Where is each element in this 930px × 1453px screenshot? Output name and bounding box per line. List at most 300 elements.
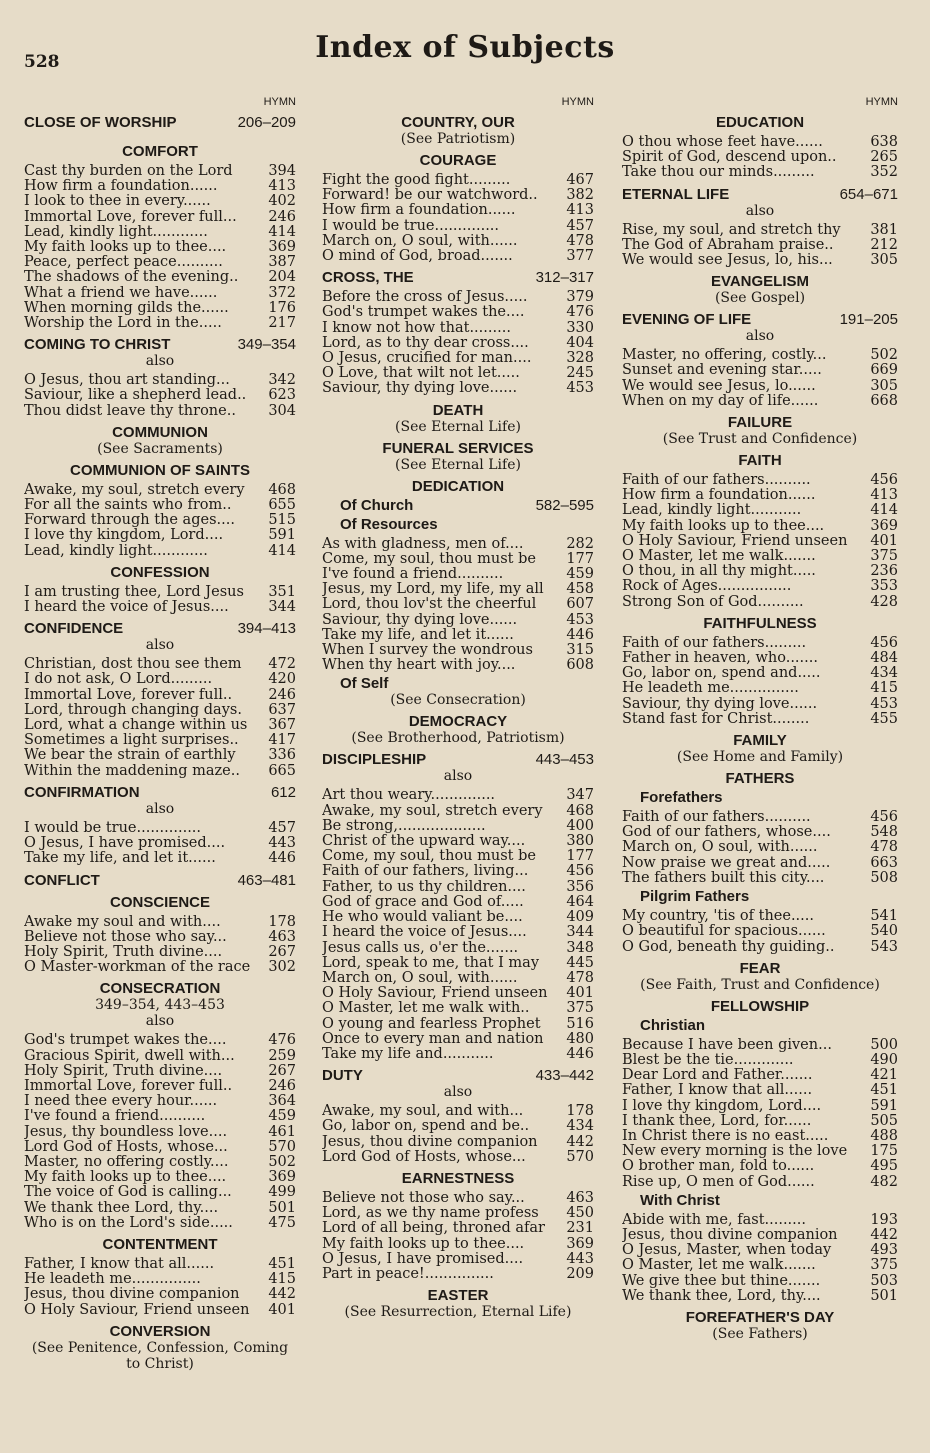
hymn-entry: [622, 810, 898, 825]
hymn-entry: [322, 305, 594, 320]
spacer: [24, 131, 296, 138]
hymn-number: 501: [870, 1287, 898, 1304]
hymn-first-line: I love thy kingdom, Lord....: [24, 528, 224, 544]
hymn-first-line: O thou whose feet have......: [622, 135, 823, 150]
hymn-number: 434: [870, 665, 898, 682]
hymn-entry: [24, 240, 296, 255]
hymn-entry: [622, 1099, 898, 1114]
hymn-number: 193: [870, 1211, 898, 1228]
hymn-entry: [24, 945, 296, 960]
hymn-number: 638: [870, 134, 898, 150]
hymn-entry: [24, 600, 296, 615]
hymn-number: 456: [566, 863, 594, 880]
hymn-entry: [622, 473, 898, 488]
hymn-entry: [622, 825, 898, 840]
hymn-first-line: When morning gilds the......: [24, 300, 229, 316]
hymn-number: 434: [566, 1118, 594, 1135]
section-title: EASTER: [427, 1287, 489, 1305]
hymn-first-line: Faith of our fathers.........: [622, 635, 807, 651]
hymn-entry: [622, 519, 898, 534]
hymn-entry: [322, 1119, 594, 1134]
hymn-first-line: Awake, my soul, stretch every: [322, 803, 543, 819]
hymn-first-line: For all the saints who from..: [24, 498, 232, 514]
hymn-entry: [622, 1243, 898, 1258]
hymn-first-line: God's trumpet wakes the....: [322, 305, 525, 321]
section-heading: [24, 143, 296, 160]
hymn-number: 176: [268, 299, 296, 316]
hymn-number: 442: [566, 1133, 594, 1150]
hymn-entry: [24, 286, 296, 301]
hymn-number: 464: [566, 893, 594, 910]
hymn-number: 476: [268, 1032, 296, 1049]
hymn-first-line: When I survey the wondrous: [322, 643, 533, 659]
hymn-first-line: Lord, through changing days.: [24, 702, 242, 718]
hymn-entry: [322, 1104, 594, 1119]
hymn-entry: [622, 1274, 898, 1289]
hymn-number: 499: [268, 1184, 296, 1201]
hymn-entry: [622, 150, 898, 165]
hymn-entry: [24, 1033, 296, 1048]
hymn-list: [622, 909, 898, 955]
hymn-first-line: Jesus, thou divine companion: [622, 1227, 838, 1243]
hymn-number: 413: [566, 202, 594, 219]
hymn-column-label: HYMN: [865, 96, 898, 108]
hymn-list: [322, 537, 594, 674]
hymn-first-line: Immortal Love, forever full..: [24, 687, 233, 703]
hymn-first-line: Cast thy burden on the Lord: [24, 164, 233, 179]
hymn-entry: [322, 203, 594, 218]
hymn-entry: [622, 579, 898, 594]
hymn-number: 246: [268, 1077, 296, 1094]
hymn-first-line: Forward through the ages....: [24, 513, 235, 529]
hymn-number: 476: [566, 304, 594, 321]
hymn-number: 665: [268, 762, 296, 779]
hymn-first-line: Jesus, thou divine companion: [24, 1287, 240, 1303]
hymn-first-line: O Love, that wilt not let.....: [322, 366, 520, 382]
hymn-number: 478: [566, 232, 594, 249]
hymn-number: 456: [870, 472, 898, 489]
hymn-number: 204: [268, 269, 296, 286]
hymn-first-line: Rise up, O men of God......: [622, 1174, 815, 1190]
hymn-number: 259: [268, 1047, 296, 1064]
section-heading: [622, 770, 898, 787]
hymn-first-line: Rock of Ages................: [622, 579, 792, 595]
cross-reference: also: [145, 637, 175, 654]
hymn-entry: [622, 503, 898, 518]
hymn-column-label: HYMN: [561, 96, 594, 108]
hymn-number: 177: [566, 550, 594, 567]
section-title: CONFIRMATION: [24, 783, 140, 801]
hymn-first-line: New every morning is the love: [622, 1144, 848, 1160]
hymn-number: 450: [566, 1205, 594, 1222]
hymn-entry: [24, 498, 296, 513]
hymn-entry: [24, 1155, 296, 1170]
hymn-first-line: God's trumpet wakes the....: [24, 1033, 227, 1049]
hymn-first-line: Awake, my soul, stretch every: [24, 482, 245, 498]
hymn-first-line: Saviour, thy dying love......: [322, 381, 518, 397]
hymn-list: [622, 135, 898, 181]
hymn-first-line: O God, beneath thy guiding..: [622, 939, 835, 955]
cross-reference: also: [145, 353, 175, 370]
hymn-number: 217: [268, 315, 296, 332]
hymn-first-line: Lord, thou lov'st the cheerful: [322, 597, 537, 613]
hymn-number: 608: [566, 657, 594, 674]
hymn-entry: [622, 681, 898, 696]
section-title: CLOSE OF WORSHIP: [24, 114, 177, 131]
section-title: CONFLICT: [24, 871, 100, 889]
section-hymn-range: 312–317: [535, 269, 594, 287]
hymn-first-line: Abide with me, fast.........: [622, 1212, 806, 1228]
hymn-first-line: I look to thee in every......: [24, 194, 211, 210]
section-title: CROSS, THE: [322, 269, 414, 287]
hymn-number: 401: [268, 1301, 296, 1318]
hymn-list: [24, 483, 296, 559]
hymn-list: [24, 373, 296, 419]
hymn-number: 467: [566, 172, 594, 188]
section-title: FAMILY: [733, 732, 787, 750]
hymn-first-line: Lord, as to thy dear cross....: [322, 335, 529, 351]
hymn-first-line: We would see Jesus, lo, his...: [622, 253, 833, 269]
hymn-entry: [322, 552, 594, 567]
hymn-first-line: O thou, in all thy might.....: [622, 564, 816, 580]
subsection-title: Forefathers: [640, 789, 723, 807]
hymn-entry: [622, 1144, 898, 1159]
section-title: FATHERS: [725, 770, 795, 788]
hymn-first-line: O Master, let me walk.......: [622, 1258, 816, 1274]
hymn-entry: [322, 643, 594, 658]
hymn-entry: [622, 595, 898, 610]
hymn-number: 488: [870, 1127, 898, 1144]
hymn-number: 490: [870, 1051, 898, 1068]
hymn-entry: [322, 290, 594, 305]
hymn-first-line: Master, no offering costly....: [24, 1154, 229, 1170]
hymn-number: 330: [566, 319, 594, 336]
hymn-entry: [622, 909, 898, 924]
hymn-number: 468: [566, 802, 594, 819]
hymn-number: 375: [566, 1000, 594, 1017]
hymn-entry: [24, 1109, 296, 1124]
section-hymn-range: 612: [270, 783, 296, 801]
hymn-number: 669: [870, 362, 898, 379]
hymn-number: 413: [268, 178, 296, 195]
hymn-first-line: I would be true..............: [24, 820, 202, 836]
hymn-entry: [322, 1252, 594, 1267]
hymn-number: 453: [566, 380, 594, 397]
hymn-number: 668: [870, 392, 898, 409]
hymn-number: 475: [268, 1214, 296, 1231]
hymn-first-line: Because I have been given...: [622, 1037, 832, 1053]
hymn-number: 415: [870, 680, 898, 697]
hymn-number: 380: [566, 833, 594, 850]
hymn-first-line: Saviour, like a shepherd lead..: [24, 388, 247, 404]
hymn-entry: [24, 1049, 296, 1064]
hymn-entry: [322, 895, 594, 910]
hymn-first-line: Part in peace!...............: [322, 1266, 494, 1282]
hymn-entry: [24, 179, 296, 194]
hymn-number: 446: [268, 850, 296, 867]
hymn-number: 351: [268, 583, 296, 600]
hymn-first-line: Strong Son of God..........: [622, 594, 804, 610]
section-title: DISCIPLESHIP: [322, 751, 427, 769]
hymn-entry: [622, 379, 898, 394]
hymn-first-line: I would be true..............: [322, 218, 500, 234]
hymn-first-line: Come, my soul, thou must be: [322, 849, 536, 865]
hymn-number: 548: [870, 824, 898, 841]
hymn-first-line: How firm a foundation......: [24, 179, 218, 195]
hymn-first-line: My faith looks up to thee....: [24, 240, 227, 256]
hymn-entry: [622, 165, 898, 180]
hymn-entry: [322, 628, 594, 643]
hymn-entry: [622, 238, 898, 253]
subsection-heading: [622, 1192, 898, 1209]
hymn-entry: [24, 821, 296, 836]
cross-reference: (See Sacraments): [97, 440, 223, 457]
hymn-entry: [622, 549, 898, 564]
section-title: CONFESSION: [110, 563, 210, 581]
hymn-entry: [622, 1175, 898, 1190]
hymn-first-line: The voice of God is calling...: [24, 1185, 232, 1201]
hymn-number: 655: [268, 497, 296, 514]
hymn-entry: [622, 1083, 898, 1098]
hymn-entry: [622, 697, 898, 712]
section-heading: [622, 452, 898, 469]
section-heading: [622, 732, 898, 749]
section-heading: [322, 1067, 594, 1084]
hymn-entry: [24, 373, 296, 388]
hymn-first-line: Spirit of God, descend upon..: [622, 150, 837, 166]
hymn-entry: [322, 788, 594, 803]
hymn-entry: [322, 971, 594, 986]
hymn-first-line: He leadeth me...............: [24, 1272, 201, 1288]
hymn-first-line: I do not ask, O Lord.........: [24, 672, 213, 688]
subsection-hymn-range: 582–595: [535, 496, 594, 514]
hymn-first-line: I know not how that.........: [322, 320, 511, 336]
page-number: 528: [24, 52, 60, 72]
hymn-list: [622, 810, 898, 886]
hymn-number: 302: [268, 959, 296, 976]
hymn-first-line: Immortal Love, forever full..: [24, 1078, 233, 1094]
hymn-number: 394: [268, 163, 296, 179]
hymn-list: [322, 1191, 594, 1282]
hymn-number: 607: [566, 596, 594, 613]
hymn-first-line: As with gladness, men of....: [322, 536, 524, 552]
section-heading: [622, 1309, 898, 1326]
cross-reference: (See Patriotism): [400, 131, 516, 147]
index-column-3: [622, 96, 898, 1342]
hymn-entry: [24, 1257, 296, 1272]
hymn-first-line: How firm a foundation......: [622, 488, 816, 504]
hymn-number: 484: [870, 650, 898, 667]
hymn-first-line: Lord, what a change within us: [24, 718, 248, 734]
section-heading: [24, 872, 296, 889]
hymn-list: [622, 1038, 898, 1190]
hymn-first-line: Gracious Spirit, dwell with...: [24, 1048, 235, 1064]
hymn-number: 493: [870, 1242, 898, 1259]
hymn-entry: [622, 856, 898, 871]
hymn-entry: [622, 348, 898, 363]
section-heading: [322, 402, 594, 419]
section-heading: [622, 311, 898, 328]
cross-reference: also: [745, 328, 775, 345]
section-heading: [24, 894, 296, 911]
hymn-first-line: My faith looks up to thee....: [622, 518, 825, 534]
hymn-first-line: O Jesus, crucified for man....: [322, 351, 532, 367]
cross-reference: (See Faith, Trust and Confidence): [640, 976, 880, 993]
hymn-first-line: Jesus, thy boundless love....: [24, 1124, 228, 1140]
subsection-title: With Christ: [640, 1191, 720, 1209]
hymn-list: [24, 821, 296, 867]
section-title: EVENING OF LIFE: [622, 311, 752, 329]
hymn-first-line: March on, O soul, with......: [322, 233, 518, 249]
hymn-entry: [24, 1125, 296, 1140]
hymn-entry: [24, 1216, 296, 1231]
hymn-first-line: Take my life, and let it......: [322, 627, 514, 643]
hymn-first-line: We would see Jesus, lo......: [622, 378, 816, 394]
hymn-number: 344: [566, 924, 594, 941]
hymn-first-line: Believe not those who say...: [24, 929, 227, 945]
hymn-number: 282: [566, 535, 594, 552]
cross-reference: 349–354, 443–453: [95, 997, 225, 1014]
hymn-entry: [622, 651, 898, 666]
hymn-first-line: Master, no offering, costly...: [622, 348, 827, 364]
hymn-number: 478: [870, 839, 898, 856]
hymn-first-line: O Jesus, I have promised....: [322, 1251, 524, 1267]
hymn-first-line: God of grace and God of.....: [322, 894, 524, 910]
hymn-entry: [322, 1150, 594, 1165]
subsection-title: Of Self: [340, 675, 389, 693]
hymn-first-line: Lead, kindly light............: [24, 543, 208, 559]
hymn-number: 453: [566, 611, 594, 628]
section-hymn-range: 349–354: [237, 336, 296, 354]
section-title: DEDICATION: [411, 477, 505, 495]
hymn-first-line: Take my life, and let it......: [24, 851, 216, 867]
hymn-entry: [24, 270, 296, 285]
hymn-entry: [622, 363, 898, 378]
hymn-entry: [322, 582, 594, 597]
hymn-entry: [622, 840, 898, 855]
section-title: CONVERSION: [109, 1322, 211, 1340]
section-title: FEAR: [739, 959, 781, 977]
hymn-first-line: God of our fathers, whose....: [622, 825, 831, 841]
section-heading: [24, 980, 296, 997]
hymn-first-line: My country, 'tis of thee.....: [622, 909, 814, 925]
hymn-first-line: Now praise we great and.....: [622, 855, 831, 871]
hymn-number: 442: [870, 1226, 898, 1243]
hymn-number: 356: [566, 878, 594, 895]
subsection-title: Of Resources: [340, 515, 438, 533]
hymn-number: 178: [268, 913, 296, 930]
hymn-entry: [322, 864, 594, 879]
hymn-number: 315: [566, 642, 594, 659]
hymn-first-line: Jesus, thou divine companion: [322, 1134, 538, 1150]
hymn-entry: [24, 388, 296, 403]
hymn-number: 369: [870, 517, 898, 534]
hymn-first-line: Forward! be our watchword..: [322, 188, 538, 204]
hymn-first-line: Faith of our fathers..........: [622, 473, 811, 489]
hymn-number: 369: [268, 239, 296, 256]
section-hymn-range: 191–205: [839, 311, 898, 329]
hymn-entry: [322, 613, 594, 628]
section-title: ETERNAL LIFE: [622, 185, 730, 203]
hymn-number: 212: [870, 236, 898, 253]
hymn-entry: [24, 1064, 296, 1079]
cross-reference: (See Eternal Life): [395, 456, 521, 473]
hymn-number: 637: [268, 701, 296, 718]
hymn-number: 369: [268, 1169, 296, 1186]
hymn-number: 500: [870, 1036, 898, 1053]
hymn-first-line: Lord, speak to me, that I may: [322, 955, 540, 971]
hymn-entry: [322, 1135, 594, 1150]
section-heading: [24, 114, 296, 131]
section-heading: [322, 269, 594, 286]
section-title: CONFIDENCE: [24, 620, 124, 638]
hymn-number: 375: [870, 548, 898, 565]
hymn-number: 402: [268, 193, 296, 210]
hymn-entry: [322, 188, 594, 203]
hymn-first-line: I thank thee, Lord, for......: [622, 1113, 812, 1129]
hymn-number: 503: [870, 1272, 898, 1289]
hymn-first-line: Blest be the tie.............: [622, 1052, 794, 1068]
hymn-first-line: Father, I know that all......: [24, 1256, 215, 1272]
hymn-entry: [24, 528, 296, 543]
hymn-number: 456: [870, 809, 898, 826]
section-title: EARNESTNESS: [401, 1169, 515, 1187]
hymn-first-line: O beautiful for spacious......: [622, 924, 826, 940]
hymn-first-line: Saviour, thy dying love......: [322, 612, 518, 628]
hymn-number: 414: [870, 502, 898, 519]
hymn-number: 401: [870, 532, 898, 549]
hymn-number: 420: [268, 671, 296, 688]
subsection-title: Pilgrim Fathers: [640, 888, 750, 906]
hymn-entry: [622, 1114, 898, 1129]
hymn-number: 417: [268, 732, 296, 749]
hymn-entry: [322, 849, 594, 864]
hymn-entry: [622, 1038, 898, 1053]
hymn-entry: [322, 1237, 594, 1252]
hymn-list: [24, 1257, 296, 1318]
hymn-number: 347: [566, 787, 594, 804]
hymn-number: 414: [268, 223, 296, 240]
hymn-entry: [24, 1094, 296, 1109]
hymn-entry: [322, 597, 594, 612]
hymn-number: 387: [268, 254, 296, 271]
hymn-number: 515: [268, 512, 296, 529]
hymn-number: 570: [566, 1148, 594, 1165]
hymn-first-line: Be strong,...................: [322, 818, 486, 834]
section-heading: [24, 462, 296, 479]
section-heading: [622, 998, 898, 1015]
section-title: COMMUNION OF SAINTS: [70, 461, 250, 479]
section-hymn-range: 394–413: [237, 620, 296, 638]
hymn-first-line: We thank thee Lord, thy....: [24, 1200, 219, 1216]
section-heading: [322, 1170, 594, 1187]
index-column-2: [322, 96, 594, 1320]
hymn-entry: [322, 537, 594, 552]
hymn-number: 591: [268, 527, 296, 544]
hymn-entry: [24, 748, 296, 763]
hymn-entry: [24, 703, 296, 718]
hymn-first-line: We thank thee, Lord, thy....: [622, 1288, 821, 1304]
section-heading: [24, 1236, 296, 1253]
cross-reference: (See Resurrection, Eternal Life): [344, 1304, 572, 1321]
hymn-number: 364: [268, 1093, 296, 1110]
hymn-first-line: Christian, dost thou see them: [24, 657, 242, 673]
hymn-entry: [24, 1140, 296, 1155]
hymn-number: 478: [566, 969, 594, 986]
hymn-number: 381: [870, 221, 898, 238]
cross-reference: (See Trust and Confidence): [662, 431, 858, 448]
section-title: FELLOWSHIP: [710, 997, 810, 1015]
